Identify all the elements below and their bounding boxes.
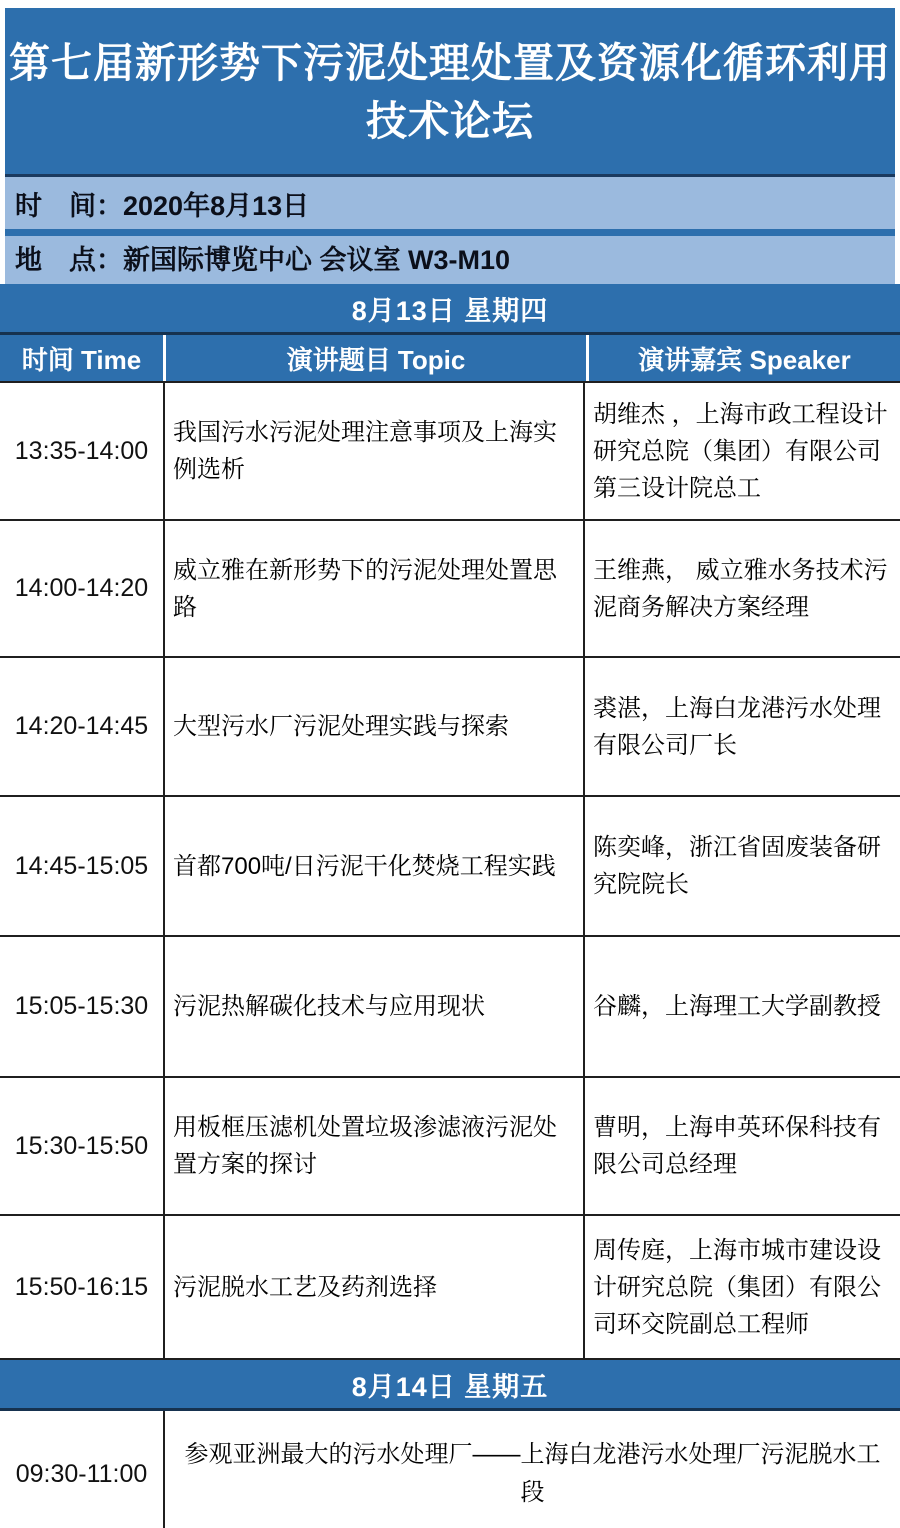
session-speaker: 曹明，上海申英环保科技有限公司总经理 [583,1078,900,1214]
session-time: 13:35-14:00 [14,436,149,465]
session-row-3 [0,656,900,795]
session-time: 15:50-16:15 [14,1272,149,1301]
session-topic: 我国污水污泥处理注意事项及上海实例选析 [163,383,583,519]
column-header-topic: 演讲题目 Topic [163,335,586,381]
session-time: 14:45-15:05 [14,851,149,880]
session-row-7 [0,1214,900,1358]
column-header-speaker: 演讲嘉宾 Speaker [586,335,900,381]
session-speaker: 王维燕， 威立雅水务技术污泥商务解决方案经理 [583,521,900,656]
session-speaker: 裘湛，上海白龙港污水处理有限公司厂长 [583,658,900,795]
column-header-time: 时间 Time [21,344,142,375]
session-speaker: 周传庭，上海市城市建设设计研究总院（集团）有限公司环交院副总工程师 [583,1216,900,1358]
session-topic: 用板框压滤机处置垃圾渗滤液污泥处置方案的探讨 [163,1078,583,1214]
forum-title [5,8,895,174]
session-time: 15:30-15:50 [14,1131,149,1160]
session-activity: 参观亚洲最大的污水处理厂——上海白龙港污水处理厂污泥脱水工段 [163,1411,900,1528]
session-row-1 [0,381,900,519]
session-time: 09:30-11:00 [15,1459,148,1488]
event-time: 时 间：2020年8月13日 [5,177,895,229]
session-row-6 [0,1076,900,1214]
session-time: 15:05-15:30 [14,992,149,1021]
session-speaker: 谷麟，上海理工大学副教授 [583,937,900,1076]
forum-title-line2: 技术论坛 [366,98,534,145]
session-row-2 [0,519,900,656]
session-topic: 首都700吨/日污泥干化焚烧工程实践 [163,797,583,935]
day1-header: 8月13日 星期四 [0,284,900,335]
session-row-4 [0,795,900,935]
session-topic: 污泥脱水工艺及药剂选择 [163,1216,583,1358]
session-time: 14:00-14:20 [14,574,149,603]
session-row-5 [0,935,900,1076]
session-topic: 污泥热解碳化技术与应用现状 [163,937,583,1076]
day2-header: 8月14日 星期五 [0,1358,900,1411]
session-topic: 威立雅在新形势下的污泥处理处置思路 [163,521,583,656]
forum-title-line1: 第七届新形势下污泥处理处置及资源化循环利用 [9,40,891,86]
session-speaker: 胡维杰 ，上海市政工程设计研究总院（集团）有限公司第三设计院总工 [583,383,900,519]
session-time: 14:20-14:45 [14,712,149,741]
session-topic: 大型污水厂污泥处理实践与探索 [163,658,583,795]
table-column-headers [0,335,900,381]
info-divider [5,229,895,236]
event-location: 地 点：新国际博览中心 会议室 W3-M10 [5,236,895,278]
session-row-8 [0,1411,900,1528]
session-speaker: 陈奕峰，浙江省固废装备研究院院长 [583,797,900,935]
